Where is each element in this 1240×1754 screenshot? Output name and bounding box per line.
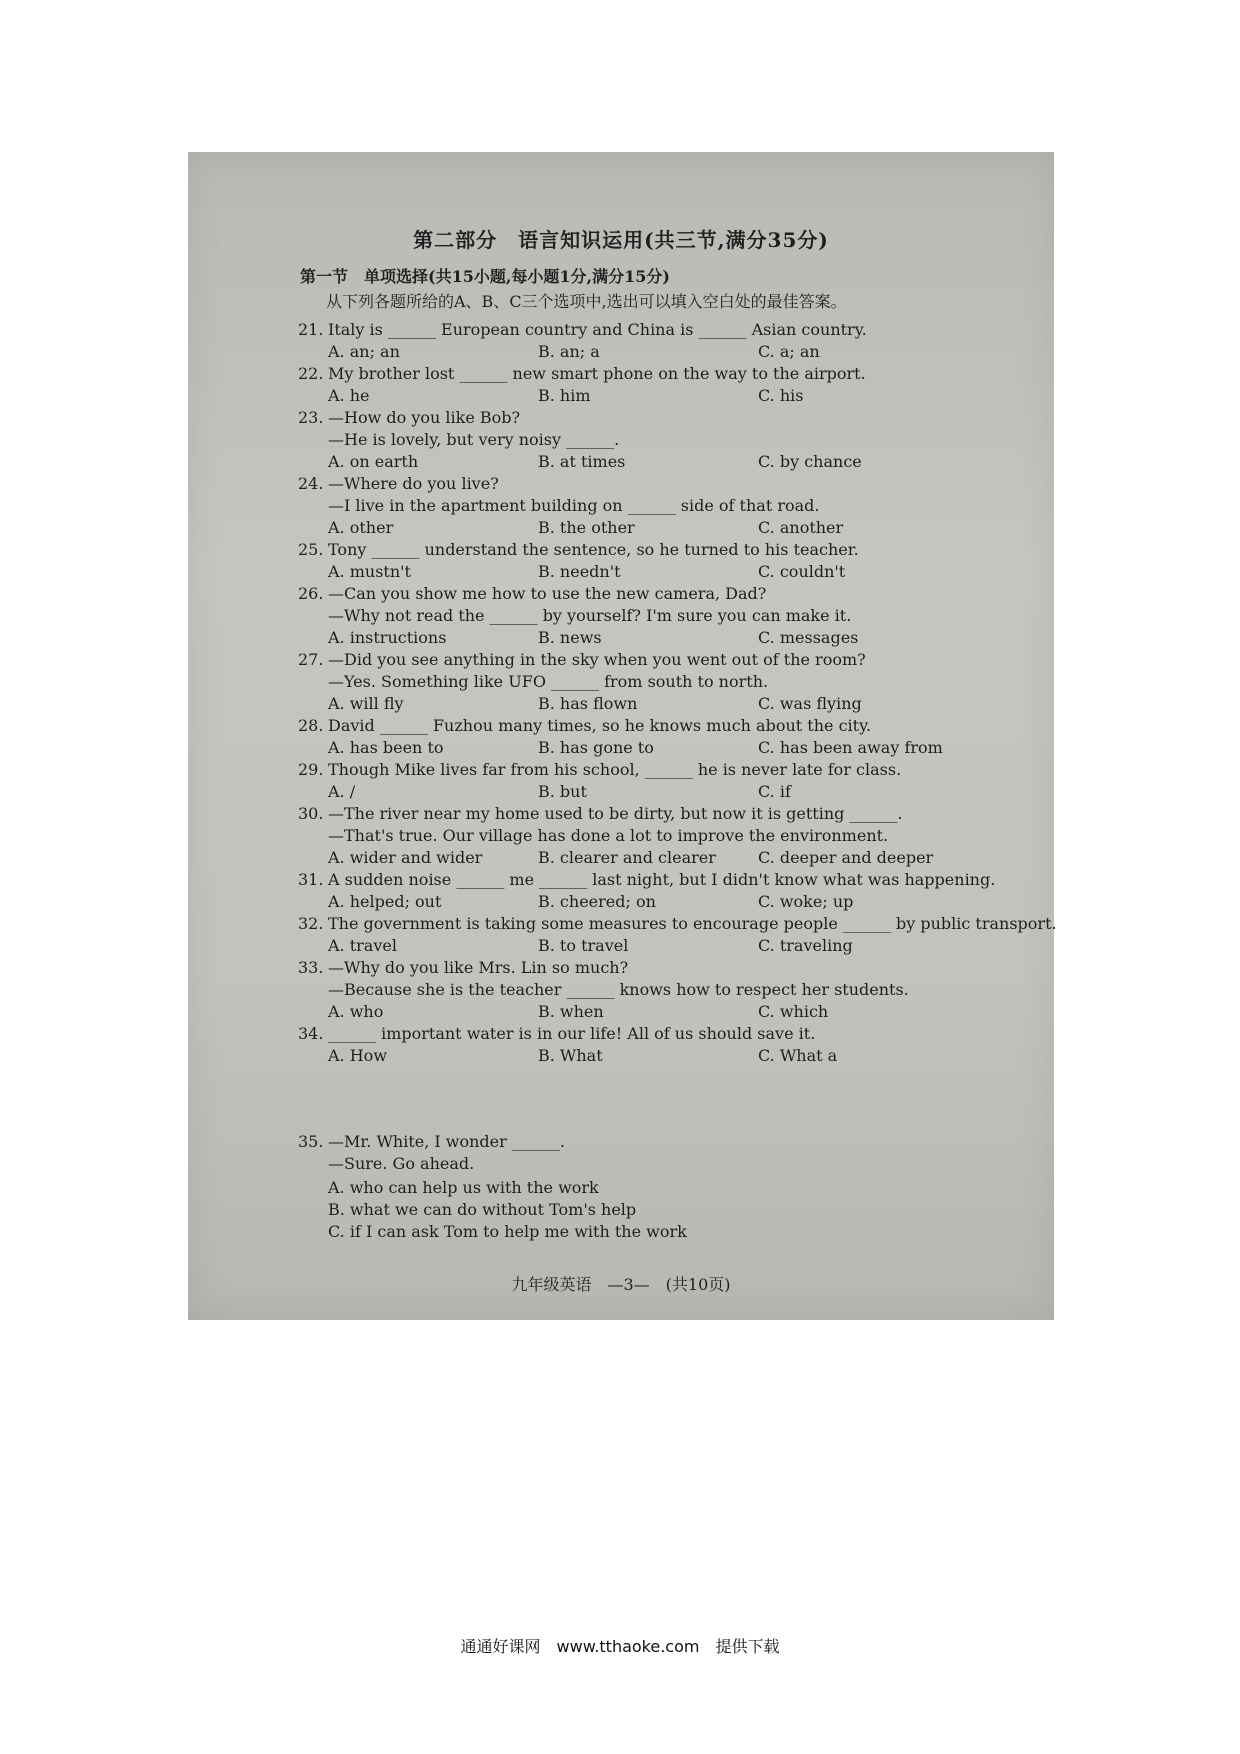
option-a: A. he [328,386,370,405]
option-b: B. what we can do without Tom's help [328,1200,637,1219]
question-stem-line: —Can you show me how to use the new camera, Dad? [328,584,767,603]
question-stem-line: —That's true. Our village has done a lot to improve the environment. [328,826,889,845]
option-c: C. his [758,386,804,405]
part-title: 第二部分 语言知识运用(共三节,满分35分) [413,228,829,252]
option-c: C. which [758,1002,829,1021]
option-c: C. traveling [758,936,853,955]
option-b: B. but [538,782,587,801]
question-stem-line: The government is taking some measures to encourage people ______ by public transport. [328,914,1057,933]
option-a: A. on earth [328,452,419,471]
question-stem-line: —I live in the apartment building on ______ side of that road. [328,496,820,515]
option-b: B. him [538,386,591,405]
download-credit: 通通好课网 www.tthaoke.com 提供下载 [460,1637,780,1656]
option-c: C. deeper and deeper [758,848,934,867]
question-stem-line: Though Mike lives far from his school, ______ he is never late for class. [328,760,902,779]
option-b: B. clearer and clearer [538,848,716,867]
question-number: 23. [298,408,324,427]
exam-sheet [188,152,1057,1320]
option-a: A. other [328,518,394,537]
question-stem-line: —Yes. Something like UFO ______ from south to north. [328,672,769,691]
question-stem-line: —The river near my home used to be dirty, but now it is getting ______. [328,804,903,823]
option-b: B. at times [538,452,626,471]
option-a: A. How [328,1046,388,1065]
option-b: B. cheered; on [538,892,656,911]
question-number: 32. [298,914,324,933]
option-c: C. has been away from [758,738,943,757]
question-stem-line: —He is lovely, but very noisy ______. [328,430,620,449]
option-a: A. has been to [328,738,444,757]
question-stem-line: David ______ Fuzhou many times, so he knows much about the city. [328,716,872,735]
option-c: C. a; an [758,342,820,361]
option-b: B. has flown [538,694,638,713]
option-c: C. What a [758,1046,838,1065]
option-a: A. mustn't [328,562,411,581]
question-number: 25. [298,540,324,559]
question-stem-line: —Mr. White, I wonder ______. [328,1132,565,1151]
option-a: A. travel [328,936,397,955]
option-a: A. helped; out [328,892,442,911]
question-number: 29. [298,760,324,779]
option-c: C. was flying [758,694,862,713]
question-number: 33. [298,958,324,977]
question-number: 31. [298,870,324,889]
option-b: B. to travel [538,936,629,955]
question-stem-line: ______ important water is in our life! All of us should save it. [328,1024,816,1043]
option-b: B. the other [538,518,635,537]
question-number: 30. [298,804,324,823]
option-c: C. woke; up [758,892,854,911]
option-c: C. another [758,518,844,537]
question-number: 27. [298,650,324,669]
option-c: C. messages [758,628,859,647]
option-a: A. who [328,1002,384,1021]
option-c: C. by chance [758,452,862,471]
option-c: C. if I can ask Tom to help me with the work [328,1222,687,1241]
option-c: C. couldn't [758,562,846,581]
question-stem-line: —Sure. Go ahead. [328,1154,475,1173]
option-b: B. an; a [538,342,600,361]
question-stem-line: —Did you see anything in the sky when you went out of the room? [328,650,866,669]
option-c: C. if [758,782,791,801]
question-number: 24. [298,474,324,493]
question-stem-line: —Because she is the teacher ______ knows how to respect her students. [328,980,909,999]
exam-page-photo [188,152,1057,1320]
option-a: A. who can help us with the work [328,1178,599,1197]
option-b: B. needn't [538,562,621,581]
question-stem-line: —Why not read the ______ by yourself? I'm sure you can make it. [328,606,852,625]
option-a: A. will fly [328,694,404,713]
question-stem-line: —How do you like Bob? [328,408,521,427]
question-number: 34. [298,1024,324,1043]
question-stem-line: —Where do you live? [328,474,499,493]
question-number: 21. [298,320,324,339]
option-a: A. instructions [328,628,447,647]
question-stem-line: Italy is ______ European country and China is ______ Asian country. [328,320,867,339]
question-number: 35. [298,1132,324,1151]
option-a: A. an; an [328,342,400,361]
option-a: A. wider and wider [328,848,483,867]
option-b: B. has gone to [538,738,654,757]
question-stem-line: —Why do you like Mrs. Lin so much? [328,958,629,977]
question-stem-line: A sudden noise ______ me ______ last night, but I didn't know what was happening. [328,870,996,889]
question-number: 22. [298,364,324,383]
question-stem-line: My brother lost ______ new smart phone on the way to the airport. [328,364,866,383]
question-number: 28. [298,716,324,735]
instructions: 从下列各题所给的A、B、C三个选项中,选出可以填入空白处的最佳答案。 [326,292,847,311]
option-b: B. What [538,1046,603,1065]
question-stem-line: Tony ______ understand the sentence, so he turned to his teacher. [328,540,859,559]
option-b: B. news [538,628,602,647]
page-footer: 九年级英语 —3— (共10页) [511,1275,731,1294]
question-number: 26. [298,584,324,603]
option-b: B. when [538,1002,604,1021]
option-a: A. / [328,782,356,801]
section-title: 第一节 单项选择(共15小题,每小题1分,满分15分) [300,267,670,286]
